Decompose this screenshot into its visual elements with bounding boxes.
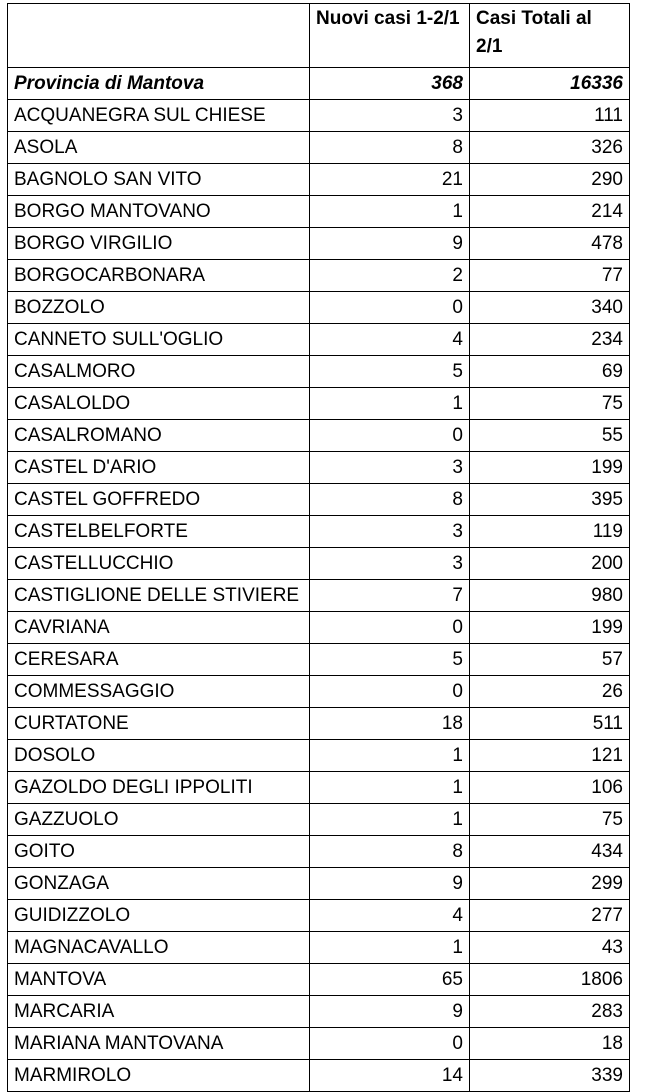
table-row bbox=[8, 196, 630, 228]
municipality-name: MARCARIA bbox=[8, 996, 310, 1028]
total-cases-value: 69 bbox=[470, 356, 630, 388]
table-row bbox=[8, 1028, 630, 1060]
cases-table-container bbox=[7, 3, 630, 1092]
total-cases-value: 199 bbox=[470, 612, 630, 644]
table-row bbox=[8, 356, 630, 388]
municipality-name: CERESARA bbox=[8, 644, 310, 676]
new-cases-value: 0 bbox=[310, 612, 470, 644]
total-cases-value: 18 bbox=[470, 1028, 630, 1060]
total-cases-value: 1806 bbox=[470, 964, 630, 996]
new-cases-value: 9 bbox=[310, 996, 470, 1028]
table-row bbox=[8, 676, 630, 708]
municipality-name: CASTEL D'ARIO bbox=[8, 452, 310, 484]
header-name-cell bbox=[8, 4, 310, 68]
total-cases-value: 57 bbox=[470, 644, 630, 676]
new-cases-value: 9 bbox=[310, 868, 470, 900]
table-row bbox=[8, 260, 630, 292]
total-cases-value: 26 bbox=[470, 676, 630, 708]
table-row bbox=[8, 868, 630, 900]
table-row bbox=[8, 388, 630, 420]
new-cases-value: 4 bbox=[310, 324, 470, 356]
new-cases-value: 1 bbox=[310, 740, 470, 772]
province-new-cases: 368 bbox=[310, 68, 470, 100]
total-cases-value: 199 bbox=[470, 452, 630, 484]
municipality-name: MAGNACAVALLO bbox=[8, 932, 310, 964]
table-row bbox=[8, 964, 630, 996]
municipality-name: CASTEL GOFFREDO bbox=[8, 484, 310, 516]
header-total-cases: Casi Totali al 2/1 bbox=[470, 4, 630, 68]
table-row bbox=[8, 228, 630, 260]
new-cases-value: 3 bbox=[310, 548, 470, 580]
municipality-name: CAVRIANA bbox=[8, 612, 310, 644]
total-cases-value: 43 bbox=[470, 932, 630, 964]
total-cases-value: 395 bbox=[470, 484, 630, 516]
municipality-name: BOZZOLO bbox=[8, 292, 310, 324]
municipality-name: CURTATONE bbox=[8, 708, 310, 740]
municipality-name: COMMESSAGGIO bbox=[8, 676, 310, 708]
province-name: Provincia di Mantova bbox=[8, 68, 310, 100]
municipality-name: GAZOLDO DEGLI IPPOLITI bbox=[8, 772, 310, 804]
table-row bbox=[8, 900, 630, 932]
new-cases-value: 0 bbox=[310, 1028, 470, 1060]
municipality-name: MARMIROLO bbox=[8, 1060, 310, 1092]
new-cases-value: 3 bbox=[310, 452, 470, 484]
table-row bbox=[8, 516, 630, 548]
municipality-name: ACQUANEGRA SUL CHIESE bbox=[8, 100, 310, 132]
table-row bbox=[8, 996, 630, 1028]
new-cases-value: 2 bbox=[310, 260, 470, 292]
total-cases-value: 340 bbox=[470, 292, 630, 324]
province-total-cases: 16336 bbox=[470, 68, 630, 100]
municipality-name: BAGNOLO SAN VITO bbox=[8, 164, 310, 196]
new-cases-value: 1 bbox=[310, 804, 470, 836]
header-new-cases: Nuovi casi 1-2/1 bbox=[310, 4, 470, 68]
new-cases-value: 1 bbox=[310, 772, 470, 804]
municipality-name: CASTELBELFORTE bbox=[8, 516, 310, 548]
table-row bbox=[8, 452, 630, 484]
total-cases-value: 77 bbox=[470, 260, 630, 292]
total-cases-value: 339 bbox=[470, 1060, 630, 1092]
new-cases-value: 3 bbox=[310, 100, 470, 132]
municipality-name: GAZZUOLO bbox=[8, 804, 310, 836]
table-row bbox=[8, 804, 630, 836]
table-row bbox=[8, 548, 630, 580]
new-cases-value: 1 bbox=[310, 932, 470, 964]
total-cases-value: 290 bbox=[470, 164, 630, 196]
header-row bbox=[8, 4, 630, 68]
municipality-name: BORGO VIRGILIO bbox=[8, 228, 310, 260]
table-row bbox=[8, 100, 630, 132]
total-cases-value: 277 bbox=[470, 900, 630, 932]
total-cases-value: 511 bbox=[470, 708, 630, 740]
municipality-name: DOSOLO bbox=[8, 740, 310, 772]
table-row bbox=[8, 164, 630, 196]
municipality-name: GONZAGA bbox=[8, 868, 310, 900]
total-cases-value: 326 bbox=[470, 132, 630, 164]
new-cases-value: 8 bbox=[310, 132, 470, 164]
total-cases-value: 980 bbox=[470, 580, 630, 612]
table-row bbox=[8, 836, 630, 868]
new-cases-value: 5 bbox=[310, 356, 470, 388]
table-row bbox=[8, 1060, 630, 1092]
municipality-name: MARIANA MANTOVANA bbox=[8, 1028, 310, 1060]
cases-table bbox=[7, 3, 630, 1092]
total-cases-value: 55 bbox=[470, 420, 630, 452]
total-cases-value: 106 bbox=[470, 772, 630, 804]
table-row bbox=[8, 708, 630, 740]
new-cases-value: 18 bbox=[310, 708, 470, 740]
new-cases-value: 0 bbox=[310, 420, 470, 452]
municipality-name: CASALOLDO bbox=[8, 388, 310, 420]
table-row bbox=[8, 612, 630, 644]
municipality-name: CASALMORO bbox=[8, 356, 310, 388]
total-cases-value: 478 bbox=[470, 228, 630, 260]
table-row bbox=[8, 484, 630, 516]
table-row bbox=[8, 580, 630, 612]
table-row bbox=[8, 772, 630, 804]
total-cases-value: 121 bbox=[470, 740, 630, 772]
municipality-name: BORGOCARBONARA bbox=[8, 260, 310, 292]
new-cases-value: 21 bbox=[310, 164, 470, 196]
new-cases-value: 1 bbox=[310, 196, 470, 228]
table-row bbox=[8, 932, 630, 964]
table-row bbox=[8, 420, 630, 452]
new-cases-value: 8 bbox=[310, 484, 470, 516]
new-cases-value: 8 bbox=[310, 836, 470, 868]
total-cases-value: 234 bbox=[470, 324, 630, 356]
total-cases-value: 200 bbox=[470, 548, 630, 580]
total-cases-value: 111 bbox=[470, 100, 630, 132]
table-row bbox=[8, 292, 630, 324]
new-cases-value: 9 bbox=[310, 228, 470, 260]
total-cases-value: 75 bbox=[470, 388, 630, 420]
municipality-name: CASTELLUCCHIO bbox=[8, 548, 310, 580]
new-cases-value: 0 bbox=[310, 676, 470, 708]
municipality-name: MANTOVA bbox=[8, 964, 310, 996]
municipality-name: BORGO MANTOVANO bbox=[8, 196, 310, 228]
municipality-name: CASALROMANO bbox=[8, 420, 310, 452]
total-cases-value: 434 bbox=[470, 836, 630, 868]
new-cases-value: 3 bbox=[310, 516, 470, 548]
municipality-name: CASTIGLIONE DELLE STIVIERE bbox=[8, 580, 310, 612]
table-row bbox=[8, 324, 630, 356]
total-cases-value: 299 bbox=[470, 868, 630, 900]
new-cases-value: 0 bbox=[310, 292, 470, 324]
new-cases-value: 1 bbox=[310, 388, 470, 420]
new-cases-value: 5 bbox=[310, 644, 470, 676]
table-row bbox=[8, 132, 630, 164]
cases-table-body bbox=[8, 4, 630, 1092]
total-cases-value: 75 bbox=[470, 804, 630, 836]
new-cases-value: 65 bbox=[310, 964, 470, 996]
total-cases-value: 283 bbox=[470, 996, 630, 1028]
total-cases-value: 214 bbox=[470, 196, 630, 228]
municipality-name: GUIDIZZOLO bbox=[8, 900, 310, 932]
total-cases-value: 119 bbox=[470, 516, 630, 548]
municipality-name: GOITO bbox=[8, 836, 310, 868]
new-cases-value: 7 bbox=[310, 580, 470, 612]
table-row bbox=[8, 644, 630, 676]
new-cases-value: 14 bbox=[310, 1060, 470, 1092]
municipality-name: ASOLA bbox=[8, 132, 310, 164]
new-cases-value: 4 bbox=[310, 900, 470, 932]
province-total-row bbox=[8, 68, 630, 100]
municipality-name: CANNETO SULL'OGLIO bbox=[8, 324, 310, 356]
table-row bbox=[8, 740, 630, 772]
